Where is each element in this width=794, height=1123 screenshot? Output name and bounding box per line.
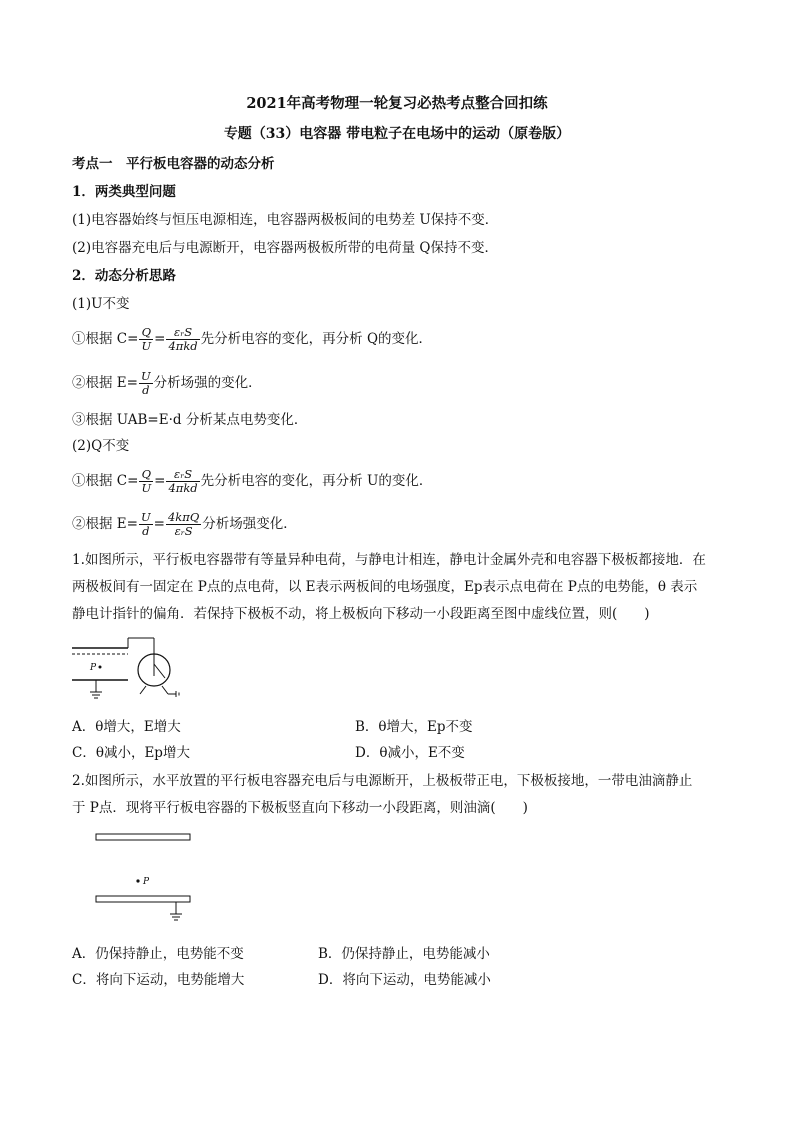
electrometer-needle: [154, 664, 165, 678]
q1-option-c: C．θ减小，Ep增大: [72, 745, 190, 761]
question-1-text: 静电计指针的偏角．若保持下极板不动，将上极板向下移动一小段距离至图中虚线位置，则( ): [72, 606, 650, 622]
formula-text: 分析场强变化．: [202, 516, 297, 532]
fraction-numerator: U: [140, 510, 151, 524]
document-title: 2021年高考物理一轮复习必热考点整合回扣练: [246, 95, 548, 112]
fraction-numerator: εᵣS: [166, 326, 199, 340]
fraction: [166, 511, 201, 538]
fraction-denominator: d: [142, 524, 150, 538]
fraction: [166, 468, 199, 495]
formula-text: 先分析电容的变化，再分析 Q的变化．: [200, 331, 433, 347]
question-2-text: 于 P点．现将平行板电容器的下极板竖直向下移动一小段距离，则油滴( ): [72, 800, 528, 816]
fraction: [139, 370, 153, 397]
fraction: [139, 326, 153, 353]
q1-option-d: D．θ减小，E不变: [355, 745, 465, 761]
q1-option-a: A．θ增大，E增大: [72, 719, 181, 735]
point-charge-dot: [99, 666, 102, 669]
q2-option-d: D．将向下运动，电势能减小: [318, 972, 491, 988]
lower-plate: [96, 896, 190, 902]
fraction-denominator: 4πkd: [168, 481, 198, 495]
formula-text: ②根据 E=: [72, 375, 138, 391]
electrometer-stand: [140, 686, 146, 694]
fraction-numerator: εᵣS: [166, 468, 199, 482]
paragraph-line: ③根据 UAB=E·d 分析某点电势变化．: [72, 412, 308, 428]
formula-text: 先分析电容的变化，再分析 U的变化．: [200, 473, 433, 489]
document-subtitle: 专题（33）电容器 带电粒子在电场中的运动（原卷版）: [223, 126, 571, 142]
q2-option-c: C．将向下运动，电势能增大: [72, 972, 245, 988]
electrometer-stand: [162, 686, 168, 694]
equals-sign: =: [153, 516, 165, 532]
parallel-plate-figure: [94, 830, 198, 926]
fraction: [139, 511, 153, 538]
fraction-numerator: Q: [139, 326, 153, 340]
fraction-denominator: U: [141, 481, 152, 495]
fraction: [139, 468, 153, 495]
section-heading: 考点一 平行板电容器的动态分析: [72, 156, 275, 172]
question-1-text: 两极板间有一固定在 P点的点电荷，以 E表示两板间的电场强度，Ep表示点电荷在 P点的电势能，θ 表示: [72, 579, 698, 595]
paragraph-line: (1)电容器始终与恒压电源相连，电容器两极板间的电势差 U保持不变．: [72, 212, 499, 228]
case-heading: (2)Q不变: [72, 438, 130, 454]
paragraph-line: (2)电容器充电后与电源断开，电容器两极板所带的电荷量 Q保持不变．: [72, 240, 498, 256]
fraction-numerator: 4kπQ: [167, 510, 200, 524]
fraction-numerator: Q: [139, 468, 153, 482]
q1-option-b: B．θ增大，Ep不变: [355, 719, 473, 735]
q2-option-b: B．仍保持静止，电势能减小: [318, 946, 490, 962]
formula-text: 分析场强的变化．: [153, 375, 262, 391]
fraction-denominator: U: [141, 339, 152, 353]
oil-drop-dot: [136, 879, 139, 882]
question-1-text: 1.如图所示，平行板电容器带有等量异种电荷，与静电计相连，静电计金属外壳和电容器下极板都接地．在: [72, 552, 706, 568]
formula-line: [72, 326, 432, 353]
fraction-denominator: 4πkd: [168, 339, 198, 353]
case-heading: (1)U不变: [72, 296, 130, 312]
capacitor-electrometer-figure: [68, 636, 198, 708]
formula-line: [72, 468, 432, 495]
formula-text: ②根据 E=: [72, 516, 138, 532]
fraction-denominator: d: [142, 383, 150, 397]
formula-line: [72, 511, 297, 538]
subheading-1: 1．两类典型问题: [72, 184, 176, 200]
formula-line: [72, 370, 262, 397]
upper-plate: [96, 834, 190, 840]
fraction-denominator: εᵣS: [174, 524, 193, 538]
fraction: [166, 326, 199, 353]
subheading-2: 2．动态分析思路: [72, 268, 176, 284]
equals-sign: =: [154, 331, 166, 347]
equals-sign: =: [154, 473, 166, 489]
point-p-label: P: [90, 663, 97, 673]
question-2-text: 2.如图所示，水平放置的平行板电容器充电后与电源断开，上极板带正电，下极板接地，一带电油滴静止: [72, 773, 693, 789]
fraction-numerator: U: [140, 369, 151, 383]
q2-option-a: A．仍保持静止，电势能不变: [72, 946, 244, 962]
formula-text: ①根据 C=: [72, 473, 139, 489]
formula-text: ①根据 C=: [72, 331, 139, 347]
point-p-label: P: [143, 877, 150, 887]
